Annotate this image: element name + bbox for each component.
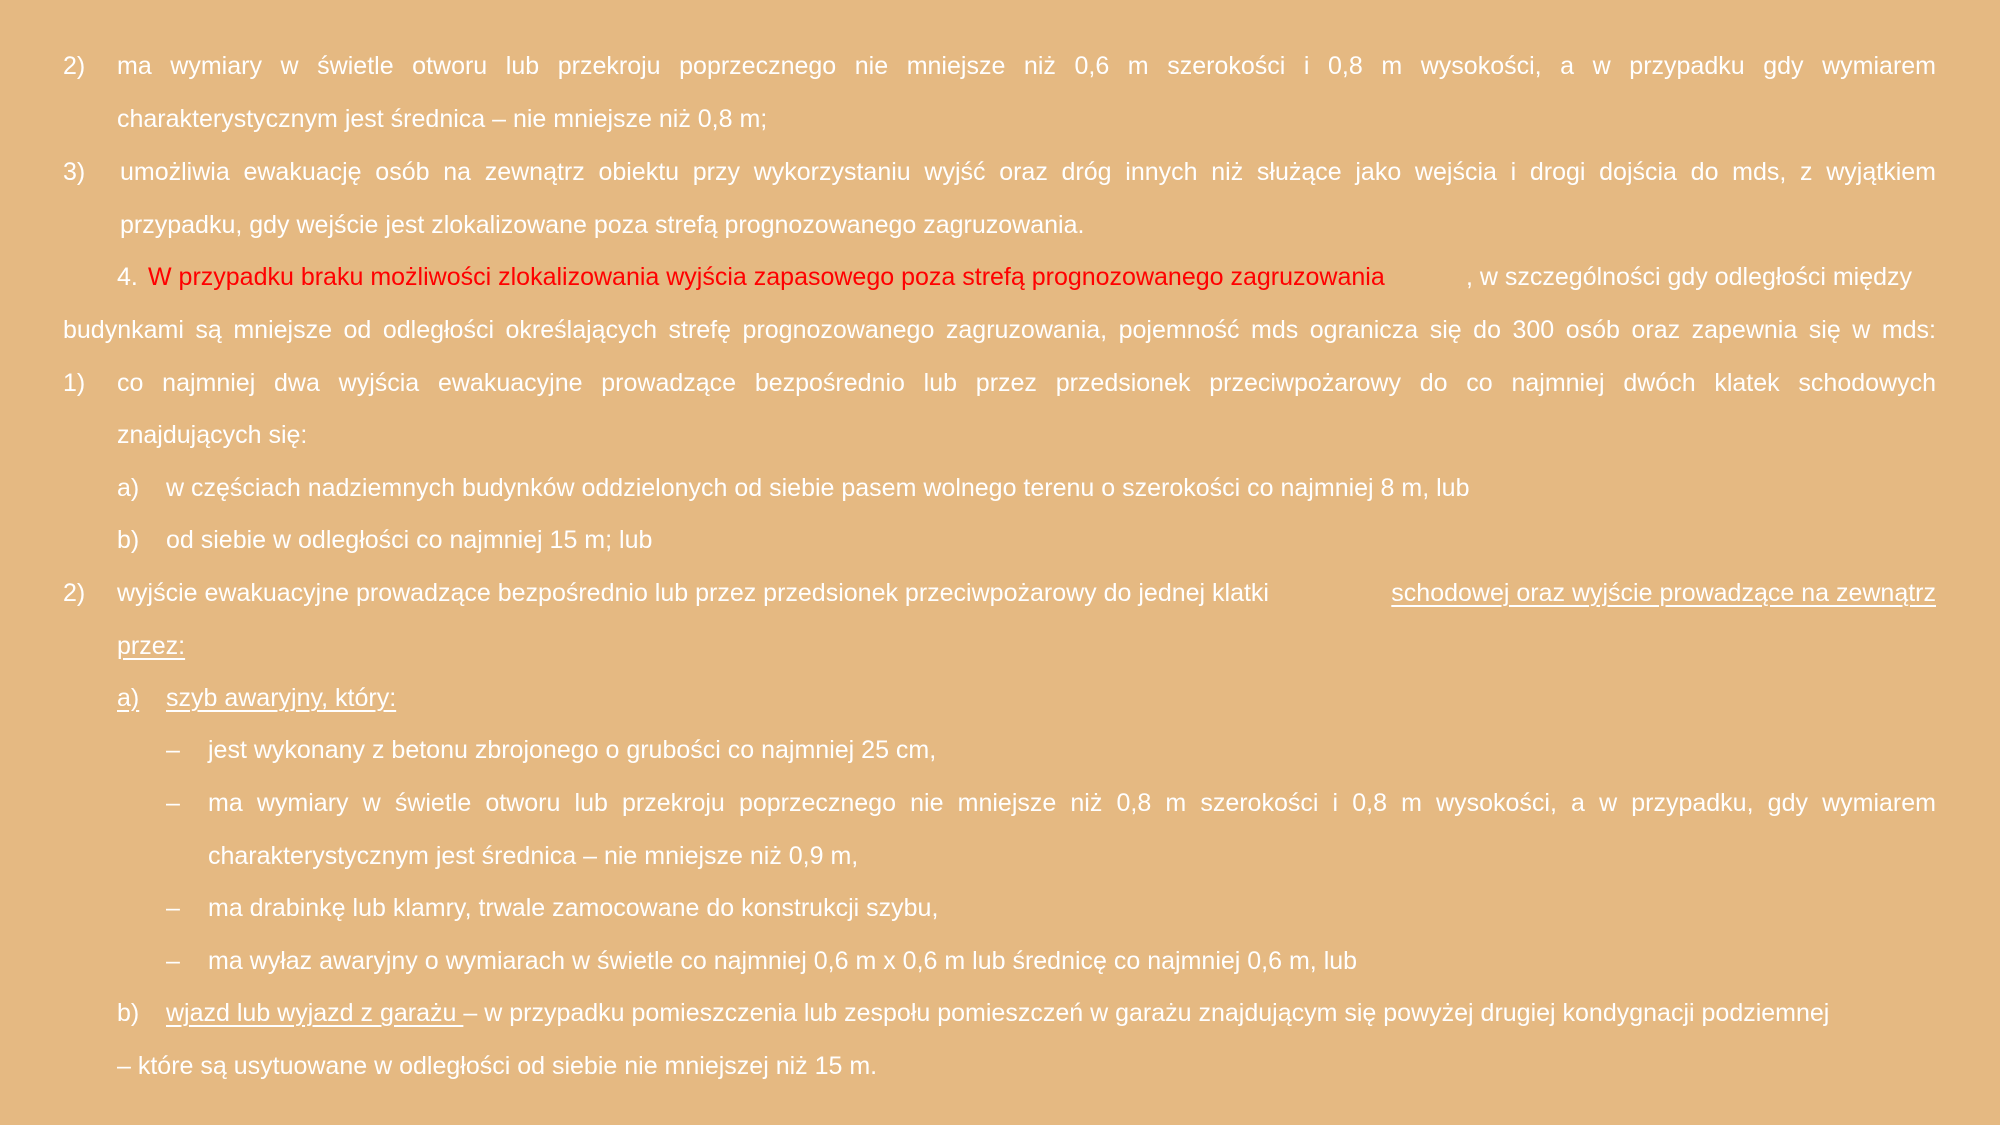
dash-bullet-continuation bbox=[0, 830, 2000, 882]
sub-list-text: – w przypadku pomieszczenia lub zespołu pomieszczeń w garażu znajdującym się powyżej drugiej kondygnacji podziemnej bbox=[463, 999, 1830, 1027]
sub-list-letter: a) bbox=[117, 684, 140, 712]
closing-text: – które są usytuowane w odległości od siebie nie mniejszej niż 15 m. bbox=[117, 1052, 878, 1080]
sub-list-item bbox=[0, 514, 2000, 566]
underlined-text: przez: bbox=[117, 632, 186, 660]
dash-bullet-item bbox=[0, 777, 2000, 829]
dash-bullet: – bbox=[166, 736, 180, 764]
dash-bullet: – bbox=[166, 789, 180, 817]
final-line bbox=[0, 1040, 2000, 1092]
list-number: 3) bbox=[63, 158, 86, 186]
sub-list-text: od siebie w odległości co najmniej 15 m; lub bbox=[166, 526, 653, 554]
bullet-text: ma wymiary w świetle otworu lub przekroju poprzecznego nie mniejsze niż 0,8 m szerokości i 0,8 m wysokości, a w przypadku, gdy wymiarem bbox=[208, 789, 1936, 817]
list-number: 2) bbox=[63, 579, 86, 607]
list-text: co najmniej dwa wyjścia ewakuacyjne prowadzące bezpośrednio lub przez przedsionek przeciwpożarowy do co najmniej dwóch klatek schodowych bbox=[117, 369, 1936, 397]
paragraph-number: 4. bbox=[117, 263, 138, 291]
list-item bbox=[0, 357, 2000, 409]
bullet-text: jest wykonany z betonu zbrojonego o grubości co najmniej 25 cm, bbox=[208, 736, 937, 764]
list-item-continuation bbox=[0, 409, 2000, 461]
highlighted-text: W przypadku braku możliwości zlokalizowania wyjścia zapasowego poza strefą prognozowanego zagruzowania bbox=[148, 263, 1385, 291]
dash-bullet-item bbox=[0, 724, 2000, 776]
dash-bullet-item bbox=[0, 935, 2000, 987]
underlined-text: szyb awaryjny, który: bbox=[166, 684, 397, 712]
list-item-continuation bbox=[0, 620, 2000, 672]
bullet-text: ma drabinkę lub klamry, trwale zamocowane do konstrukcji szybu, bbox=[208, 894, 939, 922]
dash-bullet-item bbox=[0, 882, 2000, 934]
sub-list-text: w częściach nadziemnych budynków oddzielonych od siebie pasem wolnego terenu o szerokości co najmniej 8 m, lub bbox=[166, 474, 1470, 502]
list-text: umożliwia ewakuację osób na zewnątrz obiektu przy wykorzystaniu wyjść oraz dróg innych niż służące jako wejścia i drogi dojścia do mds, z wyjątkiem bbox=[120, 158, 1936, 186]
paragraph-text: , w szczególności gdy odległości między bbox=[1466, 263, 1913, 291]
paragraph-4 bbox=[0, 251, 2000, 303]
list-item bbox=[0, 146, 2000, 198]
list-text: charakterystycznym jest średnica – nie mniejsze niż 0,8 m; bbox=[117, 105, 768, 133]
sub-list-item bbox=[0, 987, 2000, 1039]
sub-list-letter: b) bbox=[117, 526, 140, 554]
list-text: ma wymiary w świetle otworu lub przekroju poprzecznego nie mniejsze niż 0,6 m szerokości i 0,8 m wysokości, a w przypadku gdy wymiarem bbox=[117, 52, 1936, 80]
list-number: 2) bbox=[63, 52, 86, 80]
list-text: wyjście ewakuacyjne prowadzące bezpośrednio lub przez przedsionek przeciwpożarowy do jednej klatki bbox=[117, 579, 1269, 607]
bullet-text: charakterystycznym jest średnica – nie mniejsze niż 0,9 m, bbox=[208, 842, 859, 870]
underlined-text: wjazd lub wyjazd z garażu bbox=[166, 999, 464, 1027]
list-text: przypadku, gdy wejście jest zlokalizowane poza strefą prognozowanego zagruzowania. bbox=[120, 211, 1085, 239]
dash-bullet: – bbox=[166, 894, 180, 922]
bullet-text: ma wyłaz awaryjny o wymiarach w świetle co najmniej 0,6 m x 0,6 m lub średnicę co najmniej 0,6 m, lub bbox=[208, 947, 1358, 975]
sub-list-letter: b) bbox=[117, 999, 140, 1027]
underlined-text: schodowej oraz wyjście prowadzące na zewnątrz bbox=[1391, 579, 1936, 607]
list-item-continuation bbox=[0, 199, 2000, 251]
sub-list-text-wrap bbox=[166, 987, 1829, 1039]
list-number: 1) bbox=[63, 369, 86, 397]
sub-list-letter: a) bbox=[117, 474, 140, 502]
list-item bbox=[0, 567, 2000, 619]
sub-list-item bbox=[0, 672, 2000, 724]
list-item-continuation bbox=[0, 93, 2000, 145]
list-item bbox=[0, 40, 2000, 92]
paragraph-text: budynkami są mniejsze od odległości określających strefę prognozowanego zagruzowania, pojemność mds ogranicza się do 300 osób oraz zapewnia się w mds: bbox=[63, 316, 1936, 344]
dash-bullet: – bbox=[166, 947, 180, 975]
list-text: znajdujących się: bbox=[117, 421, 308, 449]
paragraph-4-continuation bbox=[0, 304, 2000, 356]
sub-list-item bbox=[0, 462, 2000, 514]
